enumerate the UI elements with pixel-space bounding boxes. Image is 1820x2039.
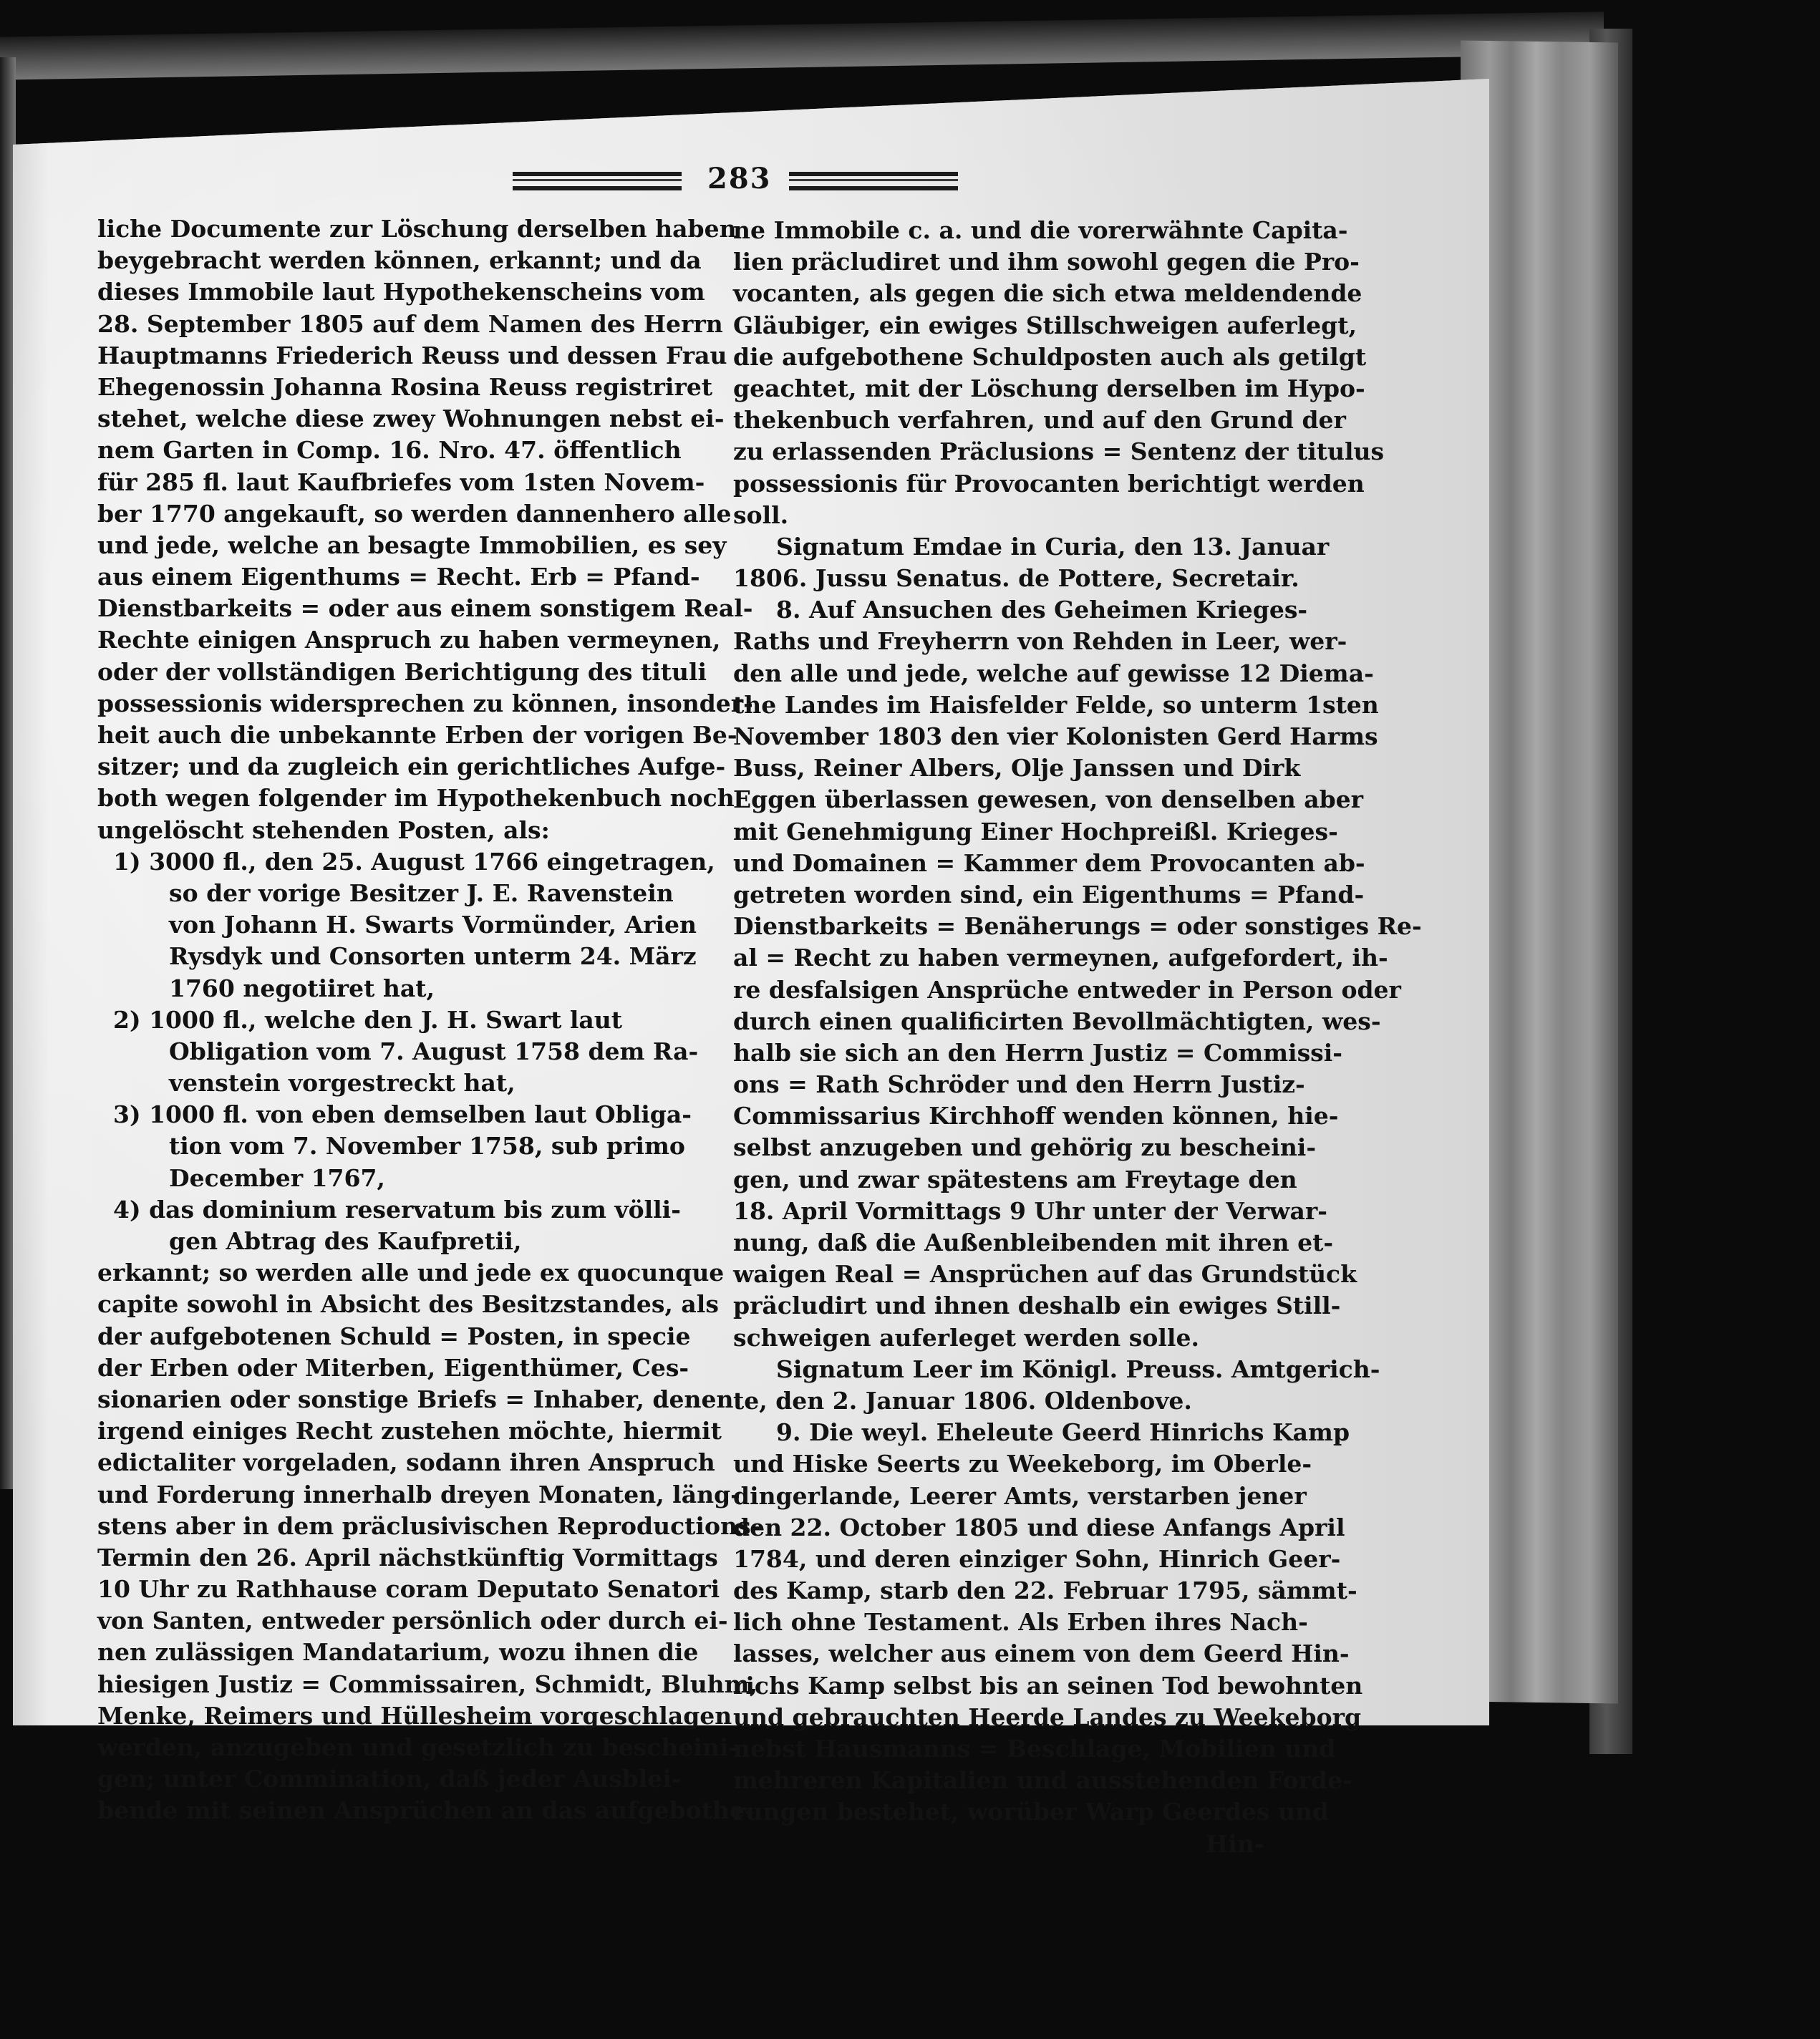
- text-line: oder der vollständigen Berichtigung des tituli: [97, 657, 707, 686]
- text-line: mit Genehmigung Einer Hochpreißl. Krieges-: [733, 817, 1338, 846]
- text-line: den alle und jede, welche auf gewisse 12 Diema-: [733, 659, 1374, 687]
- page-number: 283: [707, 162, 772, 195]
- text-line: schweigen auferleget werden solle.: [733, 1323, 1199, 1352]
- text-line: gen, und zwar spätestens am Freytage den: [733, 1165, 1297, 1193]
- text-line: und gebrauchten Heerde Landes zu Weekeborg: [733, 1703, 1362, 1731]
- text-line: irgend einiges Recht zustehen möchte, hiermit: [97, 1417, 722, 1445]
- text-line: Ehegenossin Johanna Rosina Reuss registriret: [97, 372, 713, 401]
- text-line: Termin den 26. April nächstkünftig Vormittags: [97, 1543, 718, 1571]
- text-line: bende mit seinen Ansprüchen an das aufgebothe-: [97, 1796, 755, 1825]
- text-line: halb sie sich an den Herrn Justiz = Commissi-: [733, 1038, 1342, 1067]
- text-line: nem Garten in Comp. 16. Nro. 47. öffentlich: [97, 436, 682, 465]
- text-line: gen; unter Commination, daß jeder Ausblei-: [97, 1765, 682, 1793]
- text-line: Rechte einigen Anspruch zu haben vermeynen,: [97, 626, 721, 654]
- text-line: sionarien oder sonstige Briefs = Inhaber, denen: [97, 1385, 734, 1413]
- text-line: und jede, welche an besagte Immobilien, es sey: [97, 531, 727, 559]
- book-cover-top: [0, 11, 1604, 79]
- text-line: hiesigen Justiz = Commissairen, Schmidt, Bluhm,: [97, 1670, 758, 1698]
- text-line: November 1803 den vier Kolonisten Gerd Harms: [733, 722, 1378, 750]
- text-line: dingerlande, Leerer Amts, verstarben jener: [733, 1481, 1307, 1510]
- text-line: liche Documente zur Löschung derselben haben: [97, 215, 737, 243]
- text-line: stens aber in dem präclusivischen Reproductions-: [97, 1511, 761, 1540]
- text-line: durch einen qualificirten Bevollmächtigten, wes-: [733, 1007, 1381, 1035]
- text-line: both wegen folgender im Hypothekenbuch noch: [97, 784, 735, 813]
- text-line: 4) das dominium reservatum bis zum völli-: [113, 1195, 681, 1224]
- text-line: thekenbuch verfahren, und auf den Grund der: [733, 406, 1346, 435]
- catchword: Hin-: [1206, 1829, 1264, 1858]
- text-line: lien präcludiret und ihm sowohl gegen die Pro-: [733, 248, 1360, 276]
- text-line: die aufgebothene Schuldposten auch als getilgt: [733, 342, 1367, 371]
- text-line: und Forderung innerhalb dreyen Monaten, läng-: [97, 1480, 740, 1508]
- text-line: und Domainen = Kammer dem Provocanten ab-: [733, 848, 1365, 877]
- text-line: 8. Auf Ansuchen des Geheimen Krieges-: [776, 596, 1308, 624]
- text-line: possessionis widersprechen zu können, insonder-: [97, 689, 753, 717]
- text-line: Signatum Leer im Königl. Preuss. Amtgerich-: [776, 1355, 1380, 1383]
- text-line: al = Recht zu haben vermeynen, aufgefordert, ih-: [733, 944, 1388, 972]
- text-line: re desfalsigen Ansprüche entweder in Person oder: [733, 975, 1401, 1004]
- text-line: Commissarius Kirchhoff wenden können, hie-: [733, 1102, 1339, 1130]
- text-line: zu erlassenden Präclusions = Sentenz der titulus: [733, 437, 1385, 466]
- text-line: 3) 1000 fl. von eben demselben laut Obliga-: [113, 1100, 692, 1129]
- text-line: aus einem Eigenthums = Recht. Erb = Pfand-: [97, 563, 700, 591]
- text-line: richs Kamp selbst bis an seinen Tod bewohnten: [733, 1671, 1363, 1700]
- header-rule-right: [789, 172, 958, 190]
- text-line: Menke, Reimers und Hüllesheim vorgeschlagen: [97, 1701, 732, 1730]
- text-line: selbst anzugeben und gehörig zu bescheini-: [733, 1133, 1317, 1162]
- text-line: nung, daß die Außenbleibenden mit ihren et-: [733, 1229, 1334, 1256]
- text-line: 18. April Vormittags 9 Uhr unter der Verwar-: [733, 1196, 1327, 1225]
- text-line: sitzer; und da zugleich ein gerichtliches Aufge-: [97, 752, 726, 781]
- text-line: der Erben oder Miterben, Eigenthümer, Ces-: [97, 1353, 689, 1382]
- text-line: rungen bestehet, worüber Warp Geerdes und: [733, 1798, 1330, 1826]
- text-line: Buss, Reiner Albers, Olje Janssen und Dirk: [733, 754, 1301, 783]
- text-line: Raths und Freyherrn von Rehden in Leer, wer-: [733, 627, 1347, 656]
- text-line: 10 Uhr zu Rathhause coram Deputato Senatori: [97, 1575, 720, 1604]
- text-line: nen zulässigen Mandatarium, wozu ihnen die: [97, 1638, 699, 1667]
- text-line: mehreren Kapitalien und ausstehenden Forde-: [733, 1766, 1352, 1795]
- text-line: von Santen, entweder persönlich oder durch ei-: [97, 1607, 728, 1635]
- text-line: 1806. Jussu Senatus. de Pottere, Secretair.: [733, 564, 1299, 593]
- text-line: beygebracht werden können, erkannt; und da: [97, 246, 702, 275]
- text-line: den 22. October 1805 und diese Anfangs April: [733, 1513, 1345, 1541]
- text-line: 1) 3000 fl., den 25. August 1766 eingetragen,: [113, 847, 715, 876]
- text-line: edictaliter vorgeladen, sodann ihren Anspruch: [97, 1448, 715, 1477]
- text-line: ne Immobile c. a. und die vorerwähnte Capita-: [733, 216, 1348, 244]
- text-line: ber 1770 angekauft, so werden dannenhero alle: [97, 499, 732, 528]
- text-line: Rysdyk und Consorten unterm 24. März: [169, 942, 697, 971]
- text-line: heit auch die unbekannte Erben der vorigen Be-: [97, 721, 737, 749]
- text-line: der aufgebotenen Schuld = Posten, in specie: [97, 1322, 691, 1350]
- text-line: capite sowohl in Absicht des Besitzstandes, als: [97, 1290, 719, 1319]
- text-line: Eggen überlassen gewesen, von denselben aber: [733, 785, 1364, 814]
- text-line: December 1767,: [169, 1163, 385, 1192]
- text-line: präcludirt und ihnen deshalb ein ewiges Still-: [733, 1292, 1341, 1320]
- text-line: des Kamp, starb den 22. Februar 1795, sämmt-: [733, 1577, 1357, 1605]
- text-line: Dienstbarkeits = oder aus einem sonstigem Real-: [97, 594, 753, 623]
- text-line: 2) 1000 fl., welche den J. H. Swart laut: [113, 1005, 622, 1034]
- text-line: Obligation vom 7. August 1758 dem Ra-: [169, 1037, 699, 1065]
- text-line: Dienstbarkeits = Benäherungs = oder sonstiges Re-: [733, 912, 1422, 941]
- text-line: von Johann H. Swarts Vormünder, Arien: [169, 911, 697, 939]
- text-line: geachtet, mit der Löschung derselben im Hypo-: [733, 374, 1365, 402]
- text-line: venstein vorgestreckt hat,: [169, 1069, 515, 1098]
- text-line: werden, anzugeben und gesetzlich zu bescheini-: [97, 1733, 739, 1761]
- text-line: 1760 negotiiret hat,: [169, 974, 435, 1002]
- text-line: ungelöscht stehenden Posten, als:: [97, 815, 550, 844]
- text-line: 9. Die weyl. Eheleute Geerd Hinrichs Kamp: [776, 1418, 1350, 1447]
- text-line: soll.: [733, 500, 789, 529]
- text-line: tion vom 7. November 1758, sub primo: [169, 1132, 685, 1161]
- text-line: ons = Rath Schröder und den Herrn Justiz-: [733, 1070, 1305, 1099]
- text-line: getreten worden sind, ein Eigenthums = Pfand-: [733, 880, 1365, 909]
- text-line: possessionis für Provocanten berichtigt werden: [733, 469, 1365, 498]
- text-line: Hauptmanns Friederich Reuss und dessen Frau: [97, 341, 727, 369]
- text-line: 28. September 1805 auf dem Namen des Herrn: [97, 309, 723, 338]
- text-line: Signatum Emdae in Curia, den 13. Januar: [776, 532, 1330, 561]
- text-line: Gläubiger, ein ewiges Stillschweigen auferlegt,: [733, 311, 1357, 339]
- text-line: the Landes im Haisfelder Felde, so unterm 1sten: [733, 690, 1379, 719]
- header-rule-left: [513, 172, 682, 190]
- text-line: lasses, welcher aus einem von dem Geerd Hin-: [733, 1640, 1350, 1668]
- text-line: so der vorige Besitzer J. E. Ravenstein: [169, 878, 674, 907]
- text-line: für 285 fl. laut Kaufbriefes vom 1sten Novem-: [97, 468, 705, 496]
- text-line: erkannt; so werden alle und jede ex quocunque: [97, 1259, 725, 1287]
- text-line: te, den 2. Januar 1806. Oldenbove.: [733, 1386, 1192, 1415]
- text-line: und Hiske Seerts zu Weekeborg, im Oberle-: [733, 1450, 1312, 1478]
- text-line: nebst Hausmanns = Beschlage, Mobilien und: [733, 1735, 1336, 1763]
- text-line: waigen Real = Ansprüchen auf das Grundstück: [733, 1260, 1357, 1289]
- text-line: dieses Immobile laut Hypothekenscheins vom: [97, 278, 705, 306]
- text-line: gen Abtrag des Kaufpretii,: [169, 1227, 522, 1255]
- text-line: stehet, welche diese zwey Wohnungen nebst ei-: [97, 405, 725, 433]
- right-text-column: [733, 215, 1422, 1860]
- text-line: 1784, und deren einziger Sohn, Hinrich Geer-: [733, 1544, 1341, 1573]
- text-line: vocanten, als gegen die sich etwa meldendende: [733, 279, 1362, 308]
- text-line: lich ohne Testament. Als Erben ihres Nach-: [733, 1608, 1308, 1637]
